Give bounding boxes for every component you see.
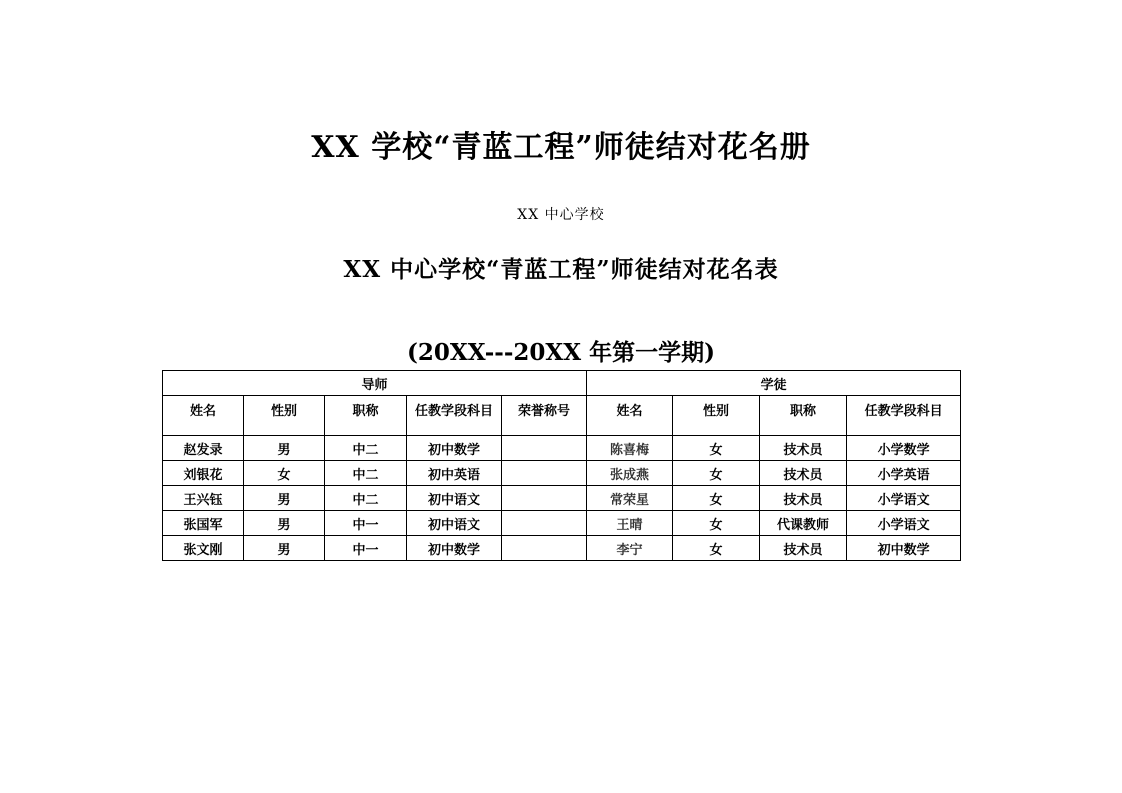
mentor-title-cell: 中一: [325, 511, 407, 536]
apprentice-gender-cell: 女: [673, 486, 760, 511]
apprentice-title-cell: 技术员: [760, 436, 847, 461]
mentor-honor-cell: [502, 511, 587, 536]
mentor-subject-cell: 初中英语: [407, 461, 502, 486]
mentor-gender-cell: 男: [244, 436, 325, 461]
table-title: XX 中心学校“青蓝工程”师徒结对花名表: [343, 256, 779, 283]
apprentice-title-cell: 技术员: [760, 486, 847, 511]
apprentice-gender-cell: 女: [673, 461, 760, 486]
mentor-title-cell: 中二: [325, 436, 407, 461]
apprentice-name-cell: 陈喜梅: [587, 436, 673, 461]
mentor-name-cell: 赵发录: [163, 436, 244, 461]
apprentice-col-name: 姓名: [587, 396, 673, 436]
apprentice-gender-cell: 女: [673, 436, 760, 461]
mentor-subject-cell: 初中数学: [407, 436, 502, 461]
mentor-name-cell: 张文刚: [163, 536, 244, 561]
mentor-col-title: 职称: [325, 396, 407, 436]
semester-label: (20XX---20XX 年第一学期): [407, 339, 715, 366]
mentor-subject-cell: 初中数学: [407, 536, 502, 561]
mentor-col-gender: 性别: [244, 396, 325, 436]
mentor-title-cell: 中二: [325, 461, 407, 486]
mentor-col-name: 姓名: [163, 396, 244, 436]
mentor-gender-cell: 男: [244, 486, 325, 511]
apprentice-col-title: 职称: [760, 396, 847, 436]
document-title: XX 学校“青蓝工程”师徒结对花名册: [311, 130, 811, 165]
apprentice-title-cell: 技术员: [760, 536, 847, 561]
apprentice-gender-cell: 女: [673, 536, 760, 561]
apprentice-gender-cell: 女: [673, 511, 760, 536]
mentor-honor-cell: [502, 436, 587, 461]
mentor-col-honor: 荣誉称号: [502, 396, 587, 436]
apprentice-col-subject: 任教学段科目: [847, 396, 961, 436]
apprentice-subject-cell: 初中数学: [847, 536, 961, 561]
apprentice-title-cell: 代课教师: [760, 511, 847, 536]
mentor-honor-cell: [502, 536, 587, 561]
mentor-name-cell: 刘银花: [163, 461, 244, 486]
mentor-subject-cell: 初中语文: [407, 511, 502, 536]
mentor-honor-cell: [502, 486, 587, 511]
mentor-gender-cell: 男: [244, 511, 325, 536]
mentor-name-cell: 张国军: [163, 511, 244, 536]
table-row: [163, 436, 961, 461]
mentor-gender-cell: 男: [244, 536, 325, 561]
column-header-row: [163, 396, 961, 436]
mentor-apprentice-table: [162, 370, 961, 561]
apprentice-name-cell: 李宁: [587, 536, 673, 561]
mentor-subject-cell: 初中语文: [407, 486, 502, 511]
table-row: [163, 536, 961, 561]
apprentice-name-cell: 张成燕: [587, 461, 673, 486]
mentor-gender-cell: 女: [244, 461, 325, 486]
apprentice-col-gender: 性别: [673, 396, 760, 436]
apprentice-title-cell: 技术员: [760, 461, 847, 486]
apprentice-subject-cell: 小学语文: [847, 511, 961, 536]
mentor-title-cell: 中二: [325, 486, 407, 511]
apprentice-name-cell: 常荣星: [587, 486, 673, 511]
mentor-group-header: 导师: [163, 371, 587, 396]
mentor-title-cell: 中一: [325, 536, 407, 561]
table-row: [163, 486, 961, 511]
group-header-row: [163, 371, 961, 396]
apprentice-group-header: 学徒: [587, 371, 961, 396]
apprentice-subject-cell: 小学英语: [847, 461, 961, 486]
apprentice-name-cell: 王晴: [587, 511, 673, 536]
school-name: XX 中心学校: [517, 207, 605, 223]
mentor-col-subject: 任教学段科目: [407, 396, 502, 436]
mentor-honor-cell: [502, 461, 587, 486]
mentor-name-cell: 王兴钰: [163, 486, 244, 511]
apprentice-subject-cell: 小学数学: [847, 436, 961, 461]
apprentice-subject-cell: 小学语文: [847, 486, 961, 511]
table-row: [163, 511, 961, 536]
table-row: [163, 461, 961, 486]
